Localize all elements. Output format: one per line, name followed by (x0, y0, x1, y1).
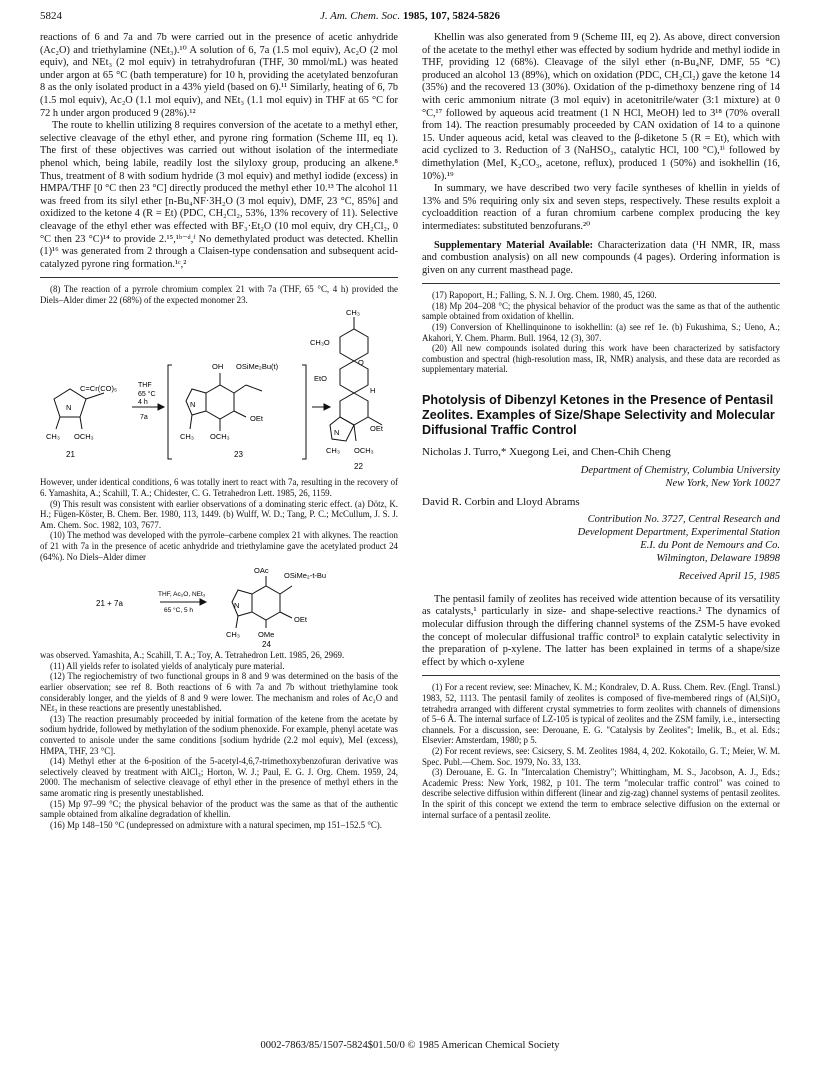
compound-label-23: 23 (234, 450, 243, 460)
scheme1-cr: C=Cr(CO)₅ (80, 384, 117, 394)
footnote-10: (10) The method was developed with the pyrrole–carbene complex 21 with alkynes. The reaction of 21 with 7a in the presence of acetic anhydride and triethylamine gave the acetylated product 24 (64%). No Diels–Alder dimer (40, 530, 398, 562)
scheme1-och3-22: OCH₃ (354, 446, 374, 456)
scheme1-oet-22: OEt (370, 424, 383, 434)
right-paragraph-1: Khellin was also generated from 9 (Scheme III, eq 2). As above, direct conversion of the acetate to the methyl ether was effected by sodium hydride and methyl iodide in THF, providing 12 (68%). Cleavage of the silyl ether (n-Bu₄NF, DMF, 55 °C) produced an alcohol 13 (89%), which on oxidation (PDC, CH₂Cl₂) gave the ketone 14 (35%) and the recovered 13 (30%). Oxidation of the p-dimethoxy benzene ring of 14 with ceric ammonium nitrate (3 mol equiv) in acetonitrile/water (3:1 mixture) at 0 °C,¹⁷ followed by aqueous acid treatment (1 N HCl, MeOH) led to 3¹⁸ (70% overall from 14). The reaction presumably proceeded by CAN oxidation of 14 to a quinone 15. Under aqueous acid, ketal was cleaved to the β-diketone 5 (R = Et), which with acid cyclized to 3. Reduction of 3 (NaHSO₃, catalytic HCl, 100 °C),¹ⁱ followed by dimethylation (MeI, K₂CO₃, acetone, reflux), produced 1 (50%) and isokhellin (16, 10%).¹⁹ (422, 32, 780, 182)
received-date: Received April 15, 1985 (678, 571, 780, 583)
scheme1-ch3o: CH₃O (310, 338, 330, 348)
footnote-17: (17) Rapoport, H.; Falling, S. N. J. Org. Chem. 1980, 45, 1260. (432, 290, 657, 301)
scheme1-n22: N (334, 428, 340, 438)
footnote-15: (15) Mp 97–99 °C; the physical behavior of the product was the same as that of the authentic sample obtained from alkaline degradation of khellin. (40, 798, 398, 820)
authors-dupont: David R. Corbin and Lloyd Abrams (422, 495, 580, 508)
scheme2-ome: OMe (258, 630, 275, 640)
page-number: 5824 (40, 10, 62, 22)
scheme2-lhs: 21 + 7a (96, 599, 123, 609)
footnote-10-continued: was observed. Yamashita, A.; Scahill, T. A.; Toy, A. Tetrahedron Lett. 1985, 26, 2969. (40, 650, 345, 661)
scheme1-h-22: H (370, 386, 376, 396)
article-footnote-3: (3) Derouane, E. G. In "Intercalation Chemistry"; Whittingham, M. S., Jacobson, A. J., Eds.; Academic Press: New York, 1982, p 101. The term "molecular traffic control" was coined to describe selective diffusion within different (linear and zig-zag) channel systems of pentasil zeolites. In the spirit of this concept we extend the term to embrace selective diffusion on the external or internal surface of a pentasil zeolite. (422, 767, 780, 820)
footnote-16: (16) Mp 148–150 °C (undepressed on admixture with a natural specimen, mp 151–152.5 °C). (50, 819, 382, 830)
footnote-8: (8) The reaction of a pyrrole chromium complex 21 with 7a (THF, 65 °C, 4 h) provided the Diels–Alder dimer 22 (68%) of the expected monomer 23. (40, 284, 398, 305)
journal-citation (40, 10, 780, 22)
supplementary-label: Supplementary Material Available: (434, 239, 594, 251)
scheme1-cond-time: 4 h (138, 399, 148, 407)
scheme1-n21: N (66, 403, 72, 413)
footnote-8-continued: However, under identical conditions, 6 was totally inert to react with 7a, resulting in the recovery of 6. Yamashita, A.; Scahill, T. A.; Chidester, C. G. Tetrahedron Lett. 1985, 26, 1159. (40, 477, 398, 499)
scheme1-cond-thf: THF (138, 382, 152, 390)
scheme2-conditions: THF, Ac₂O, NEt₃ (158, 591, 206, 599)
footnote-11: (11) All yields refer to isolated yields of analyticaly pure material. (50, 660, 285, 671)
article-body-paragraph: The pentasil family of zeolites has received wide attention because of its versatility as catalysts,¹ particularly in size- and shape-selective reactions.² The dynamics of molecular diffusion through the differing channel systems of the ZSM-5 have evoked the concept of molecular diffusional traffic control³ to explain catalytic selectivity in the preparation of p-xylene. The latter has been explained in terms of a shape/size effect by which o-xylene (422, 593, 780, 668)
journal-name: J. Am. Chem. Soc. (319, 10, 401, 22)
footnote-20: (20) All new compounds isolated during this work have been characterized by satisfactory combustion and spectral (high-resolution mass, IR, NMR) analysis, and these data are recorded as supplementary material. (422, 343, 780, 375)
article-footnote-2: (2) For recent reviews, see: Csicsery, S. M. Zeolites 1984, 4, 202. Kokotailo, G. T.; Meier, W. M. Spec. Publ.—Chem. Soc. 1979, No. 33, 133. (422, 745, 780, 767)
affiliation-columbia (422, 464, 780, 490)
footnote-rule-right (422, 283, 780, 284)
scheme1-eto: EtO (314, 374, 327, 384)
left-column (40, 32, 398, 830)
scheme2-ch3: CH₃ (226, 630, 240, 640)
compound-label-22: 22 (354, 462, 363, 472)
footnote-13: (13) The reaction presumably proceeded by initial formation of the ketene from the acetate by sodium hydride, followed by methylation of the sodium phenoxide. For example, phenyl acetate was converted to anisole under the same conditions [sodium hydride (2.2 mol equiv), MeI (excess), HMPA, THF, 23 °C]. (40, 713, 398, 756)
scheme2-conditions-2: 65 °C, 5 h (164, 607, 193, 615)
affiliation-dupont-line1: Contribution No. 3727, Central Research and (587, 514, 780, 526)
footnote-9: (9) This result was consistent with earlier observations of a dominating steric effect. (a) Dötz, K. H.; Fügen-Köster, B. Chem. Ber. 1980, 113, 1449. (b) Wulff, W. D.; Tang, P. C.; McCullum, J. S. J. Am. Chem. Soc. 1982, 103, 7677. (40, 498, 398, 530)
running-header (40, 10, 780, 26)
scheme-diels-alder (40, 307, 398, 475)
scheme1-oh: OH (212, 362, 224, 372)
scheme1-ch3-23: CH₃ (180, 432, 194, 442)
right-column (422, 32, 780, 820)
scheme2-n: N (234, 601, 240, 611)
supplementary-material (422, 240, 780, 278)
scheme1-ch3-22b: CH₃ (326, 446, 340, 456)
scheme2-oet: OEt (294, 615, 307, 625)
scheme1-ch3-21: CH₃ (46, 432, 60, 442)
scheme1-cond-temp: 65 °C (138, 391, 156, 399)
affiliation-dupont-line2: Development Department, Experimental Station (577, 527, 780, 539)
affiliation-dupont-line4: Wilmington, Delaware 19898 (656, 553, 780, 565)
scheme1-och3-21: OCH₃ (74, 432, 94, 442)
authors-columbia: Nicholas J. Turro,* Xuegong Lei, and Chen-Chih Cheng (422, 446, 671, 459)
scheme1-och3-23: OCH₃ (210, 432, 230, 442)
footnote-rule (40, 277, 398, 278)
footnote-14: (14) Methyl ether at the 6-position of the 5-acetyl-4,6,7-trimethoxybenzofuran derivative was selectively cleaved by treatment with AlCl₃; Horton, W. J.; Paul, E. G. J. Org. Chem. 1959, 24, 2000. The mechanism of selective cleavage of ethyl ether in the presence of methyl ethers in the same aromatic ring is presently unestablished. (40, 756, 398, 798)
affiliation-dupont-line3: E.I. du Pont de Nemours and Co. (640, 540, 780, 552)
right-paragraph-2: In summary, we have described two very facile syntheses of khellin in yields of 13% and 5% requiring only six and seven steps, respectively. These results exploit a cycloaddition reaction of a furan chromium carbene complex producing the key intermediates: substituted benzofurans.²⁰ (422, 183, 780, 232)
footnote-rule-article (422, 675, 780, 676)
left-paragraph-2: The route to khellin utilizing 8 requires conversion of the acetate to a methyl ether, selective cleavage of the ethyl ether, and pyrone ring formation (Scheme III, eq 1). The first of these objectives was carried out without isolation of the intermediate phenol which, being labile, readily lost the silyloxy group, producing an alkene.⁸ Thus, treatment of 8 with sodium hydride (3 mol equiv) and methyl iodide (excess) in HMPA/THF [0 °C then 23 °C] directly produced the methyl ether 10.¹³ The alcohol 11 was freed from its silyl ether [n-Bu₄NF·3H₂O (3 mol equiv), DMF, 23 °C, 85%] and oxidized to the ketone 4 (R = Et) (PDC, CH₂Cl₂, 53%, 13% recovery of 11). Selective cleavage of the ethyl ether was effected with BF₃·Et₂O (10 mol equiv, dry CH₂Cl₂, 0 °C then 23 °C)¹⁴ to provide 2.¹⁵,¹ᵇ⁻ᵈ,ᶠ No demethylated product was detected. Khellin (1)¹⁶ was generated from 2 through a Claisen-type condensation and subsequent acid-catalyzed pyrone ring formation.¹ᶜ,² (40, 120, 398, 270)
scheme2-osi: OSiMe₂-t-Bu (284, 571, 327, 581)
scheme2-oac: OAc (254, 566, 269, 576)
scheme1-o-22: O (358, 358, 364, 368)
scheme1-n23: N (190, 400, 196, 410)
footnote-12: (12) The regiochemistry of two functional groups in 8 and 9 was determined on the basis of the earlier observation; see ref 8. Both reactions of 6 with 7a and 7b without triethylamine took considerably longer, and the yields of 8 and 9 were lower. The mechanism and roles of Ac₂O and NEt₃ in these reactions are presently unestablished. (40, 671, 398, 714)
affiliation-columbia-line1: Department of Chemistry, Columbia University (580, 464, 780, 476)
affiliation-dupont (422, 513, 780, 565)
left-paragraph-1: reactions of 6 and 7a and 7b were carried out in the presence of acetic anhydride (Ac₂O) and triethylamine (NEt₃).¹⁰ A solution of 6, 7a (1.5 mol equiv), Ac₂O (2 mol equiv), and NEt₃ (2 mol equiv) in tetrahydrofuran (THF, 30 mmol/mL) was heated under argon at 65 °C (bath temperature) for 10 h, providing the acetylated benzofuran 8 as the only isolated product in a 43% yield (based on 6).¹¹ Similarly, heating of 6, 7b (1.5 mol equiv), Ac₂O (1.1 mol equiv), and NEt₃ (1.1 mol equiv) in THF at 65 °C for 72 h under argon produced 9 (28%).¹² (40, 32, 398, 119)
footnote-18: (18) Mp 204–208 °C; the physical behavior of the product was the same as that of the authentic sample obtained from oxidation of khellin. (422, 300, 780, 322)
footnote-19: (19) Conversion of Khellinquinone to isokhellin: (a) see ref 1e. (b) Fukushima, S.; Ueno, A.; Akahori, Y. Chem. Pharm. Bull. 1964, 12 (3), 307. (422, 322, 780, 343)
scheme1-osi: OSiMe₂Bu(t) (236, 362, 279, 372)
article-title: Photolysis of Dibenzyl Ketones in the Presence of Pentasil Zeolites. Examples of Size/Shape Selectivity and Molecular Diffusional Traffic Control (422, 393, 775, 438)
page-footer: 0002-7863/85/1507-5824$01.50/0 © 1985 American Chemical Society (260, 1040, 560, 1051)
article-footnote-1: (1) For a recent review, see: Minachev, K. M.; Kondralev, D. A. Russ. Chem. Rev. (Engl. Transl.) 1983, 52, 1113. The pentasil family of zeolites is composed of five-membered rings of (Al,Si)O₄ tetrahedra arranged with different crystal symmetries to form zeolites with channels of dimensions of 5–6 Å. The internal surface of LZ-105 is typical of zeolites and the ZSM family, i.e., intersecting channels. For a discussion, see: Derouane, E. G. "Catalysis by Zeolites"; Imelik, B., et al. Eds.; Elsevier: Amsterdam, 1980; p 5. (422, 682, 780, 746)
scheme1-ch3-22: CH₃ (346, 308, 360, 318)
compound-label-24: 24 (262, 640, 271, 649)
scheme-acetylation (40, 564, 398, 648)
affiliation-columbia-line2: New York, New York 10027 (665, 477, 780, 489)
scheme1-oet-23: OEt (250, 414, 263, 424)
supplementary-text: Characterization data (¹H NMR, IR, mass and combustion analysis) on all new compounds (4 pages). Ordering information is given on any current masthead page. (422, 239, 780, 276)
journal-year-volume: 1985, 107, 5824-5826 (402, 10, 501, 22)
compound-label-21: 21 (66, 450, 75, 460)
scheme1-reagent: 7a (140, 414, 148, 422)
